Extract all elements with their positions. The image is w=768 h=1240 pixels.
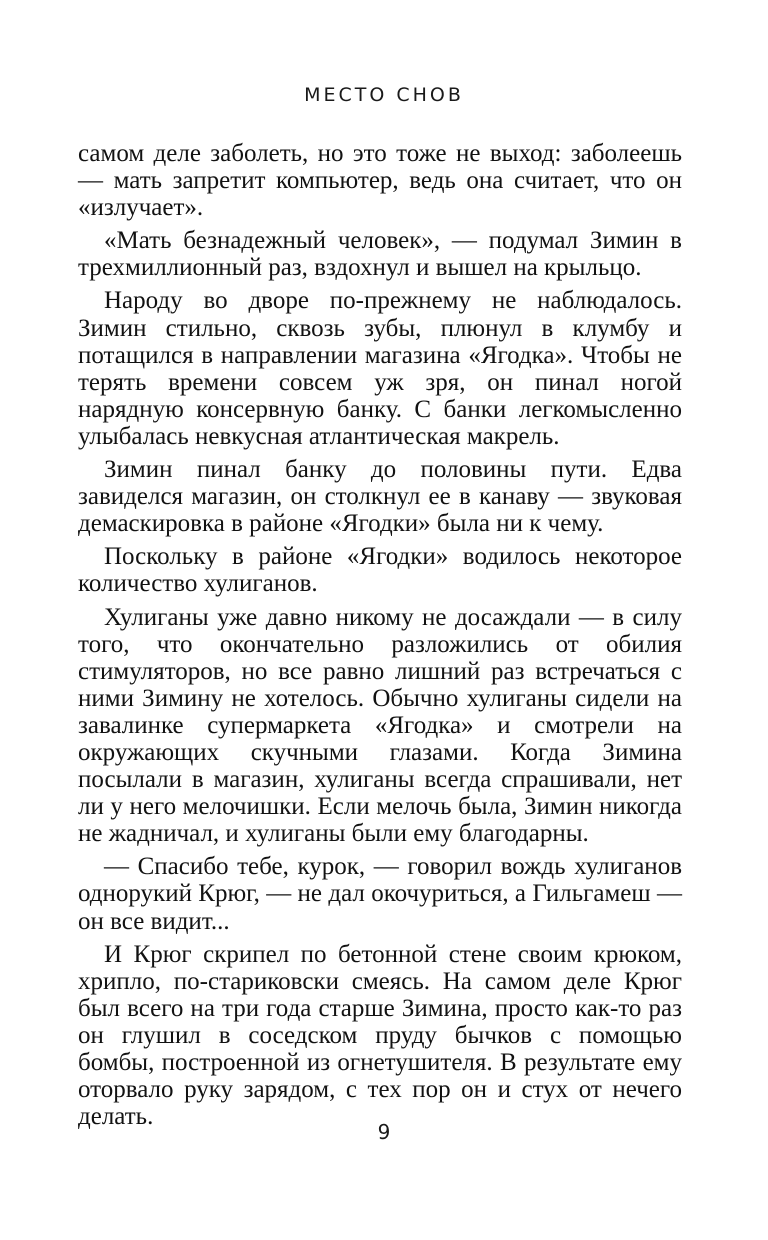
paragraph-6: Хулиганы уже давно никому не досаждали — в силу того, что окончательно разложились от обилия стимуляторов, но все равно лишний раз встречаться с ними Зимину не хотелось. Обычно хулиганы сидели на завалинке супермаркета «Ягодка» и смотрели на окружающих скучными глазами. Когда Зимина посылали в магазин, хулиганы всегда спрашивали, нет ли у него мелочишки. Если мелочь была, Зимин никогда не жадничал, и хулиганы были ему благодарны. bbox=[78, 603, 682, 848]
page-number: 9 bbox=[377, 1120, 391, 1144]
paragraph-8: И Крюг скрипел по бетонной стене своим крюком, хрипло, по-стариковски смеясь. На самом деле Крюг был всего на три года старше Зимина, просто как-то раз он глушил в соседском пруду бычков с помощью бомбы, построенной из огнетушителя. В результате ему оторвало руку зарядом, с тех пор он и стух от нечего делать. bbox=[78, 940, 682, 1131]
paragraph-7: — Спасибо тебе, курок, — говорил вождь хулиганов однорукий Крюг, — не дал окочуриться, а Гильгамеш — он все видит... bbox=[78, 853, 682, 935]
paragraph-1: самом деле заболеть, но это тоже не выход: заболеешь — мать запретит компьютер, ведь она считает, что он «излучает». bbox=[78, 140, 682, 222]
body-text bbox=[78, 140, 682, 1136]
paragraph-5: Поскольку в районе «Ягодки» водилось некоторое количество хулиганов. bbox=[78, 543, 682, 598]
running-title: МЕСТО СНОВ bbox=[304, 84, 464, 106]
paragraph-3: Народу во дворе по-прежнему не наблюдалось. Зимин стильно, сквозь зубы, плюнул в клумбу и потащился в направлении магазина «Ягодка». Чтобы не терять времени совсем уж зря, он пинал ногой нарядную консервную банку. С банки легкомысленно улыбалась невкусная атлантическая макрель. bbox=[78, 287, 682, 450]
paragraph-4: Зимин пинал банку до половины пути. Едва завиделся магазин, он столкнул ее в канаву — звуковая демаскировка в районе «Ягодки» была ни к чему. bbox=[78, 456, 682, 538]
paragraph-2: «Мать безнадежный человек», — подумал Зимин в трехмиллионный раз, вздохнул и вышел на крыльцо. bbox=[78, 227, 682, 282]
